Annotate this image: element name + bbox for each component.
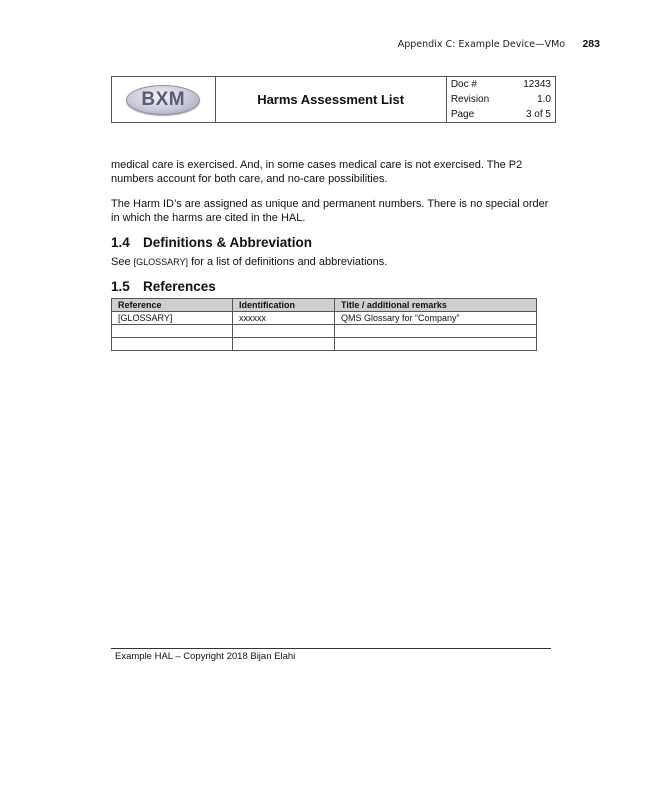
page-number: 283 (582, 38, 600, 50)
meta-revision (447, 92, 555, 107)
text: See (111, 256, 131, 268)
paragraph-harm-ids: The Harm ID’s are assigned as unique and permanent numbers. There is no special order in which the harms are cited in the HAL. (111, 198, 549, 224)
meta-label: Page (450, 109, 475, 120)
meta-label: Revision (450, 94, 490, 105)
meta-value: 12343 (523, 79, 551, 90)
running-head-title: Appendix C: Example Device—VMo (397, 39, 566, 50)
meta-value: 1.0 (537, 94, 551, 105)
references-table (111, 298, 537, 351)
document-title: Harms Assessment List (215, 77, 446, 123)
meta-label: Doc # (450, 79, 477, 90)
section-title: Definitions & Abbreviation (143, 235, 313, 250)
paragraph-glossary-ref (111, 255, 557, 269)
table-cell: [GLOSSARY] (112, 312, 233, 325)
table-cell (233, 325, 335, 338)
table-cell (335, 325, 537, 338)
section-title: References (143, 279, 216, 294)
column-header: Reference (112, 299, 233, 312)
table-header-row (112, 299, 537, 312)
table-cell (112, 338, 233, 351)
meta-doc-number (447, 77, 555, 92)
footer-divider (111, 648, 551, 649)
table-cell (112, 325, 233, 338)
table-cell (335, 338, 537, 351)
section-heading-references (111, 279, 216, 294)
section-number: 1.4 (111, 235, 130, 250)
section-number: 1.5 (111, 279, 130, 294)
table-cell: xxxxxx (233, 312, 335, 325)
column-header: Title / additional remarks (335, 299, 537, 312)
table-row (112, 325, 537, 338)
table-cell (233, 338, 335, 351)
table-cell: QMS Glossary for “Company” (335, 312, 537, 325)
running-head (370, 38, 600, 50)
text: for a list of definitions and abbreviations. (191, 256, 388, 268)
column-header: Identification (233, 299, 335, 312)
bxm-logo: BXM (126, 85, 200, 115)
meta-value: 3 of 5 (525, 109, 551, 120)
paragraph-medical-care: medical care is exercised. And, in some cases medical care is not exercised. The P2 numbers account for both care, and no-care possibilities. (111, 159, 523, 185)
footer-copyright: Example HAL – Copyright 2018 Bijan Elahi (115, 651, 296, 662)
document-meta (446, 77, 555, 123)
table-row (112, 312, 537, 325)
meta-page (447, 107, 555, 122)
section-heading-definitions (111, 235, 312, 250)
logo-cell (112, 77, 216, 123)
glossary-reference: [GLOSSARY] (133, 257, 188, 267)
table-row (112, 338, 537, 351)
document-header-table (111, 76, 556, 123)
